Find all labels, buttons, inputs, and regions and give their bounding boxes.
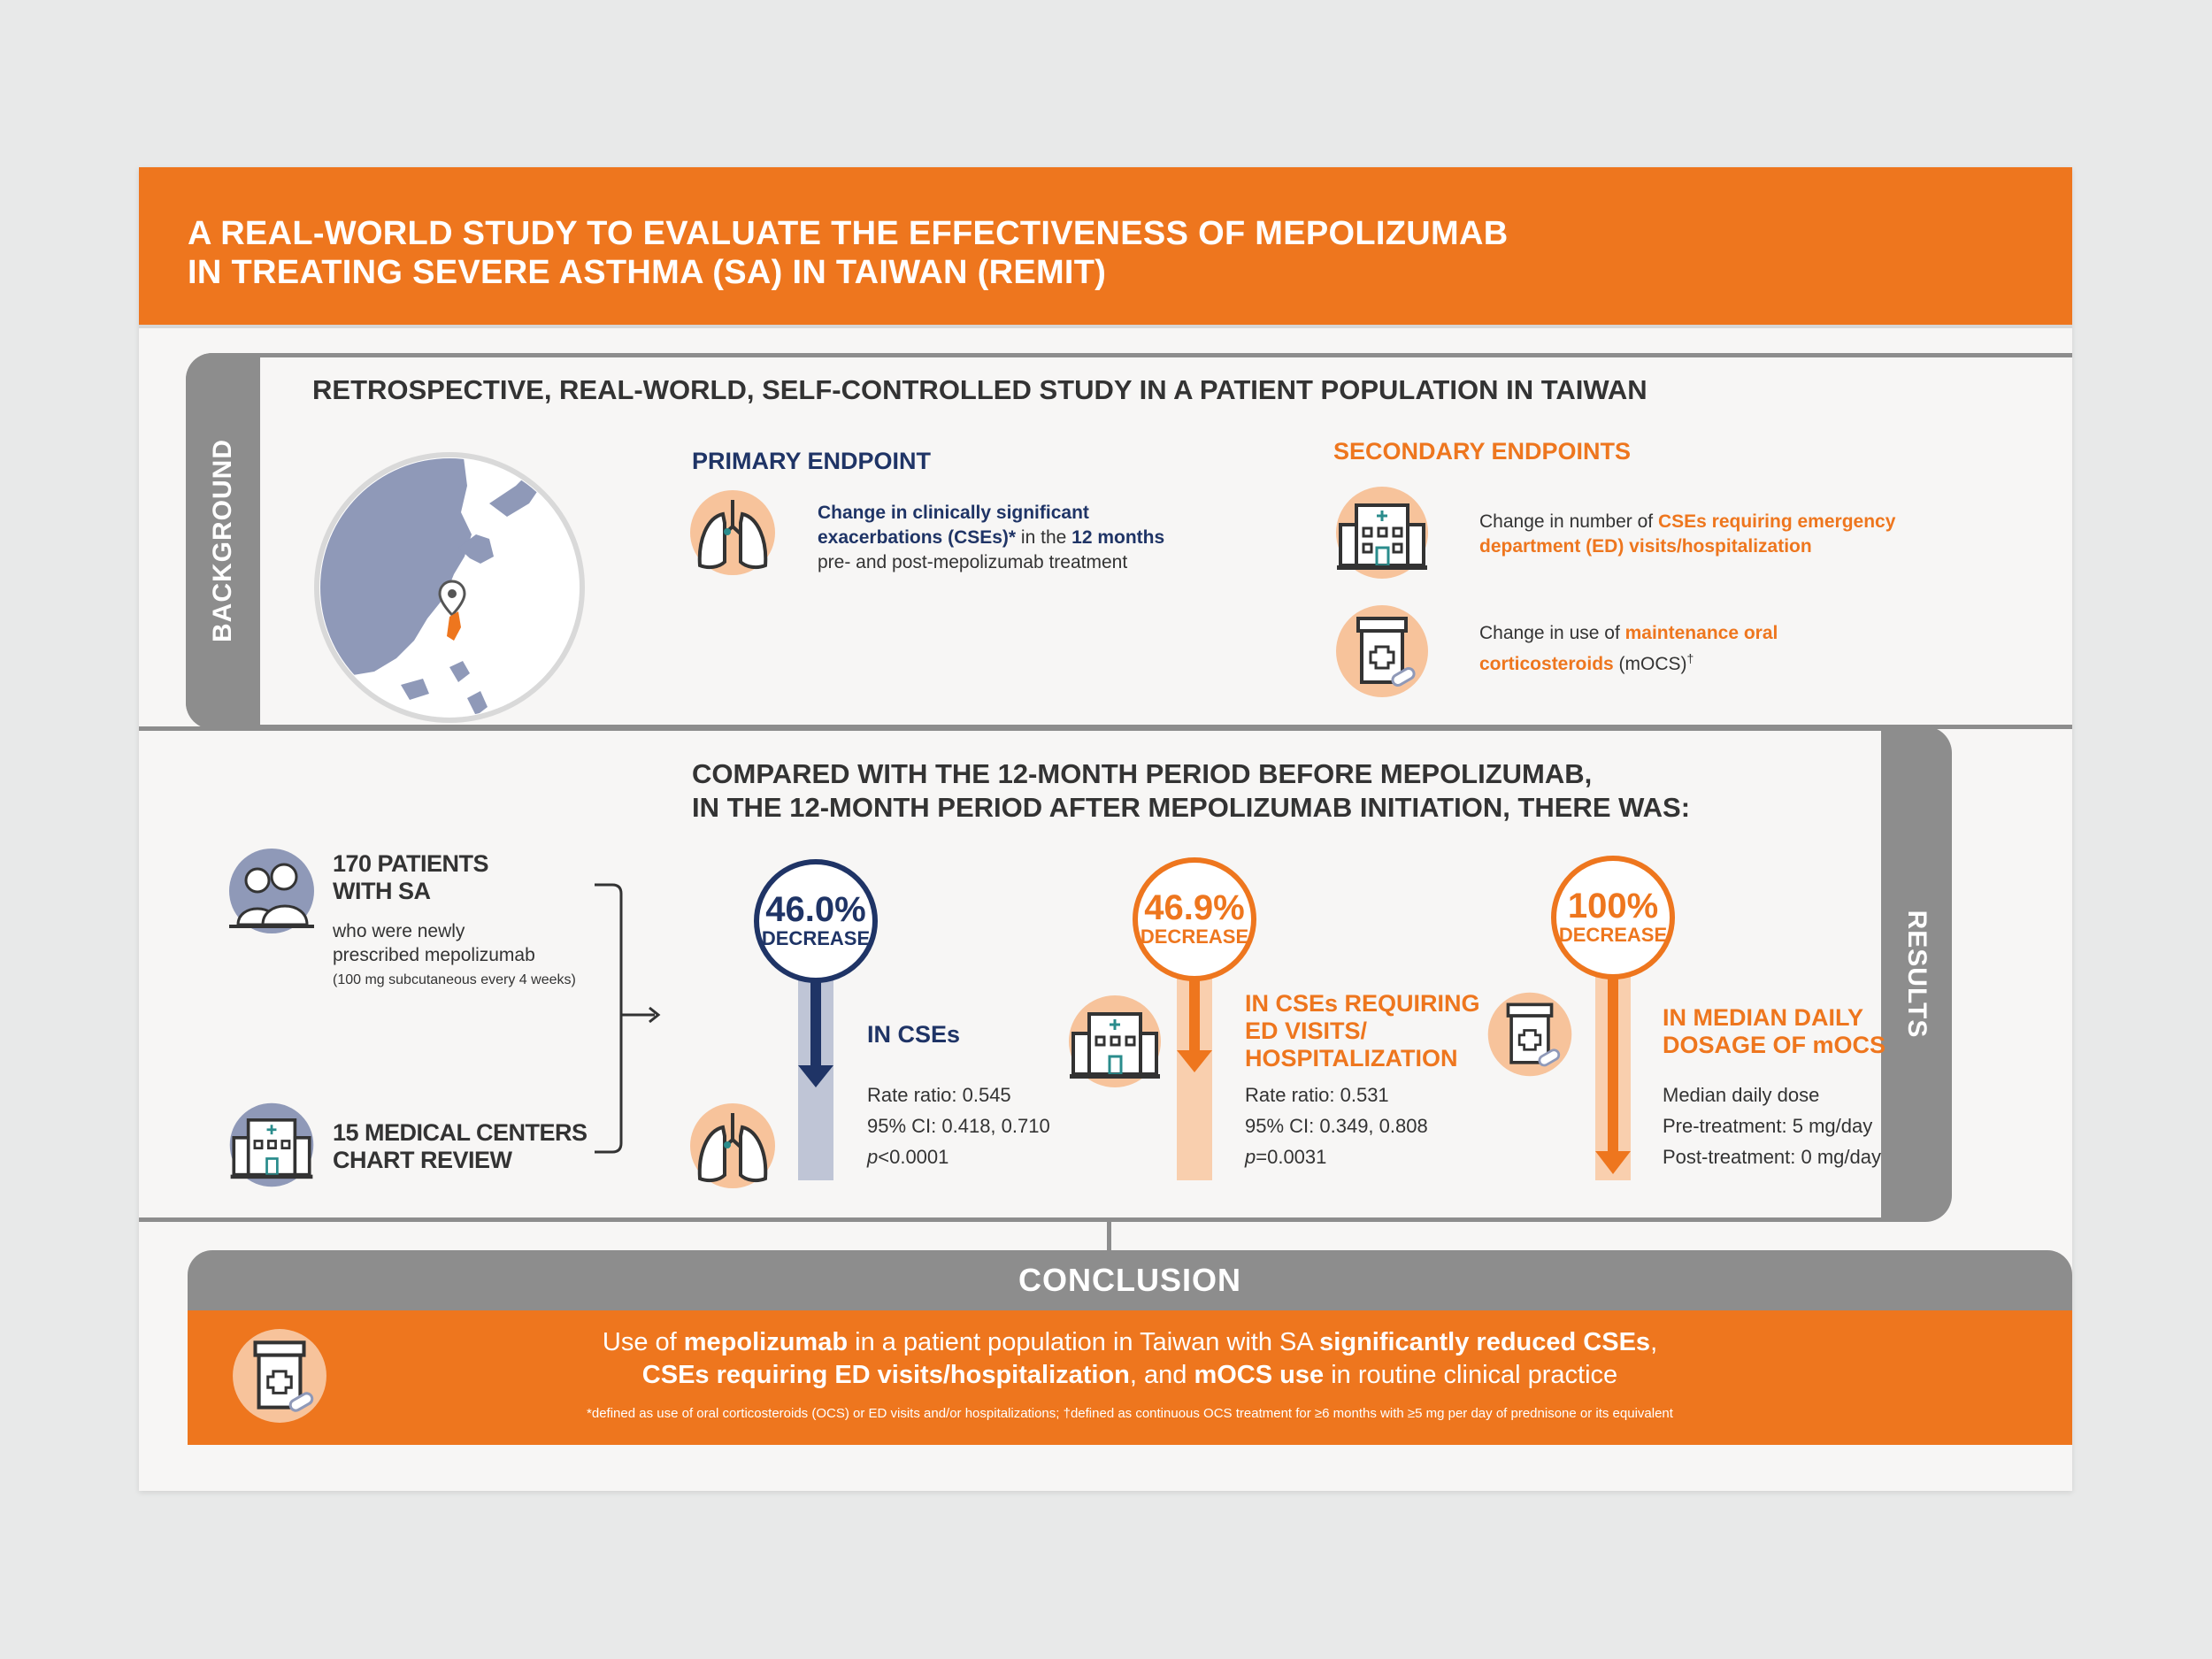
conclusion-line-2: CSEs requiring ED visits/hospitalization, and mOCS use in routine clinical practice xyxy=(641,1361,1618,1389)
conclusion-panel xyxy=(188,1310,2072,1445)
divider xyxy=(139,325,2072,328)
background-heading: RETROSPECTIVE, REAL-WORLD, SELF-CONTROLLED STUDY IN A PATIENT POPULATION IN TAIWAN xyxy=(312,374,1647,405)
stat2-rate-ratio: Rate ratio: 0.531 xyxy=(1245,1084,1389,1106)
primary-line-2: exacerbations (CSEs)* in the 12 months xyxy=(818,527,1165,548)
stat1-heading: IN CSEs xyxy=(867,1021,961,1048)
stat3-line-3: Post-treatment: 0 mg/day xyxy=(1663,1146,1881,1168)
primary-endpoint-title: PRIMARY ENDPOINT xyxy=(692,448,932,474)
patients-title-1: 170 PATIENTS xyxy=(333,850,489,877)
centers-title-1: 15 MEDICAL CENTERS xyxy=(333,1119,588,1146)
patients-title-2: WITH SA xyxy=(333,878,431,904)
stat2-heading-3: HOSPITALIZATION xyxy=(1245,1045,1458,1071)
stat2-p-value: p=0.0031 xyxy=(1245,1146,1327,1168)
stat3-line-1: Median daily dose xyxy=(1663,1084,1820,1106)
globe-icon xyxy=(312,450,587,725)
background-tab xyxy=(186,353,260,729)
results-heading-line-1: COMPARED WITH THE 12-MONTH PERIOD BEFORE MEPOLIZUMAB, xyxy=(692,758,1593,789)
results-tab xyxy=(1881,726,1952,1222)
results-heading-line-2: IN THE 12-MONTH PERIOD AFTER MEPOLIZUMAB INITIATION, THERE WAS: xyxy=(692,792,1691,823)
results-tab-label: RESULTS xyxy=(1902,910,1932,1039)
conclusion-title: CONCLUSION xyxy=(188,1250,2072,1310)
stat3-heading-2: DOSAGE OF mOCS xyxy=(1663,1032,1886,1058)
secondary-item-1-line-2: department (ED) visits/hospitalization xyxy=(1479,536,1812,557)
stat2-heading-1: IN CSEs REQUIRING xyxy=(1245,990,1480,1017)
conclusion-line-1: Use of mepolizumab in a patient population in Taiwan with SA significantly reduced CSEs, xyxy=(602,1328,1658,1356)
background-tab-label: BACKGROUND xyxy=(208,439,237,642)
title-line-1: A REAL-WORLD STUDY TO EVALUATE THE EFFECTIVENESS OF MEPOLIZUMAB xyxy=(188,215,1509,252)
footnote: *defined as use of oral corticosteroids (OCS) or ED visits and/or hospitalizations; †defined as continuous OCS treatment for ≥6 months with ≥5 mg per day of prednisone or its equivalent xyxy=(587,1406,1673,1421)
stat2-ci: 95% CI: 0.349, 0.808 xyxy=(1245,1115,1428,1137)
title-line-2: IN TREATING SEVERE ASTHMA (SA) IN TAIWAN (REMIT) xyxy=(188,254,1107,291)
stat2-percent: 46.9% xyxy=(1144,888,1245,927)
primary-line-1: Change in clinically significant xyxy=(818,503,1089,523)
medicine-bottle-icon xyxy=(1333,603,1431,700)
stat1-p-value: p<0.0001 xyxy=(867,1146,949,1168)
stat2-heading-2: ED VISITS/ xyxy=(1245,1018,1368,1044)
connector-line xyxy=(1107,1222,1111,1252)
secondary-item-2-line-1: Change in use of maintenance oral xyxy=(1479,623,1778,643)
secondary-endpoints-title: SECONDARY ENDPOINTS xyxy=(1333,438,1632,465)
secondary-item-2-line-2: corticosteroids (mOCS)† xyxy=(1479,651,1694,674)
secondary-item-1-line-1: Change in number of CSEs requiring emergency xyxy=(1479,511,1896,532)
stat3-percent: 100% xyxy=(1567,887,1659,926)
stat1-rate-ratio: Rate ratio: 0.545 xyxy=(867,1084,1011,1106)
lungs-icon xyxy=(687,1101,778,1191)
infographic-card xyxy=(139,167,2072,1491)
bracket-arrow-icon xyxy=(595,882,701,1156)
stat3-arrow-icon xyxy=(1586,946,1640,1180)
stat3-decrease-label: DECREASE xyxy=(1558,924,1668,946)
hospital-icon xyxy=(1333,484,1431,581)
lungs-icon xyxy=(687,488,778,578)
stat3-badge xyxy=(1551,856,1675,979)
stat3-line-2: Pre-treatment: 5 mg/day xyxy=(1663,1115,1873,1137)
patients-desc-1: who were newly xyxy=(333,921,465,941)
patients-desc-2: prescribed mepolizumab xyxy=(333,945,535,965)
stat2-decrease-label: DECREASE xyxy=(1140,926,1249,948)
hospital-icon xyxy=(1066,993,1164,1090)
stat1-badge xyxy=(754,859,878,983)
stat1-ci: 95% CI: 0.418, 0.710 xyxy=(867,1115,1050,1137)
primary-line-3: pre- and post-mepolizumab treatment xyxy=(818,552,1128,572)
stat1-percent: 46.0% xyxy=(765,890,866,929)
medical-center-icon xyxy=(227,1101,316,1189)
medicine-bottle-icon xyxy=(1486,990,1574,1079)
title-banner xyxy=(139,167,2072,325)
stat1-decrease-label: DECREASE xyxy=(761,927,871,949)
stat3-heading-1: IN MEDIAN DAILY xyxy=(1663,1004,1864,1031)
patients-desc-3: (100 mg subcutaneous every 4 weeks) xyxy=(333,972,576,987)
centers-title-2: CHART REVIEW xyxy=(333,1147,512,1173)
patients-icon xyxy=(227,847,316,935)
stat2-badge xyxy=(1133,857,1256,981)
